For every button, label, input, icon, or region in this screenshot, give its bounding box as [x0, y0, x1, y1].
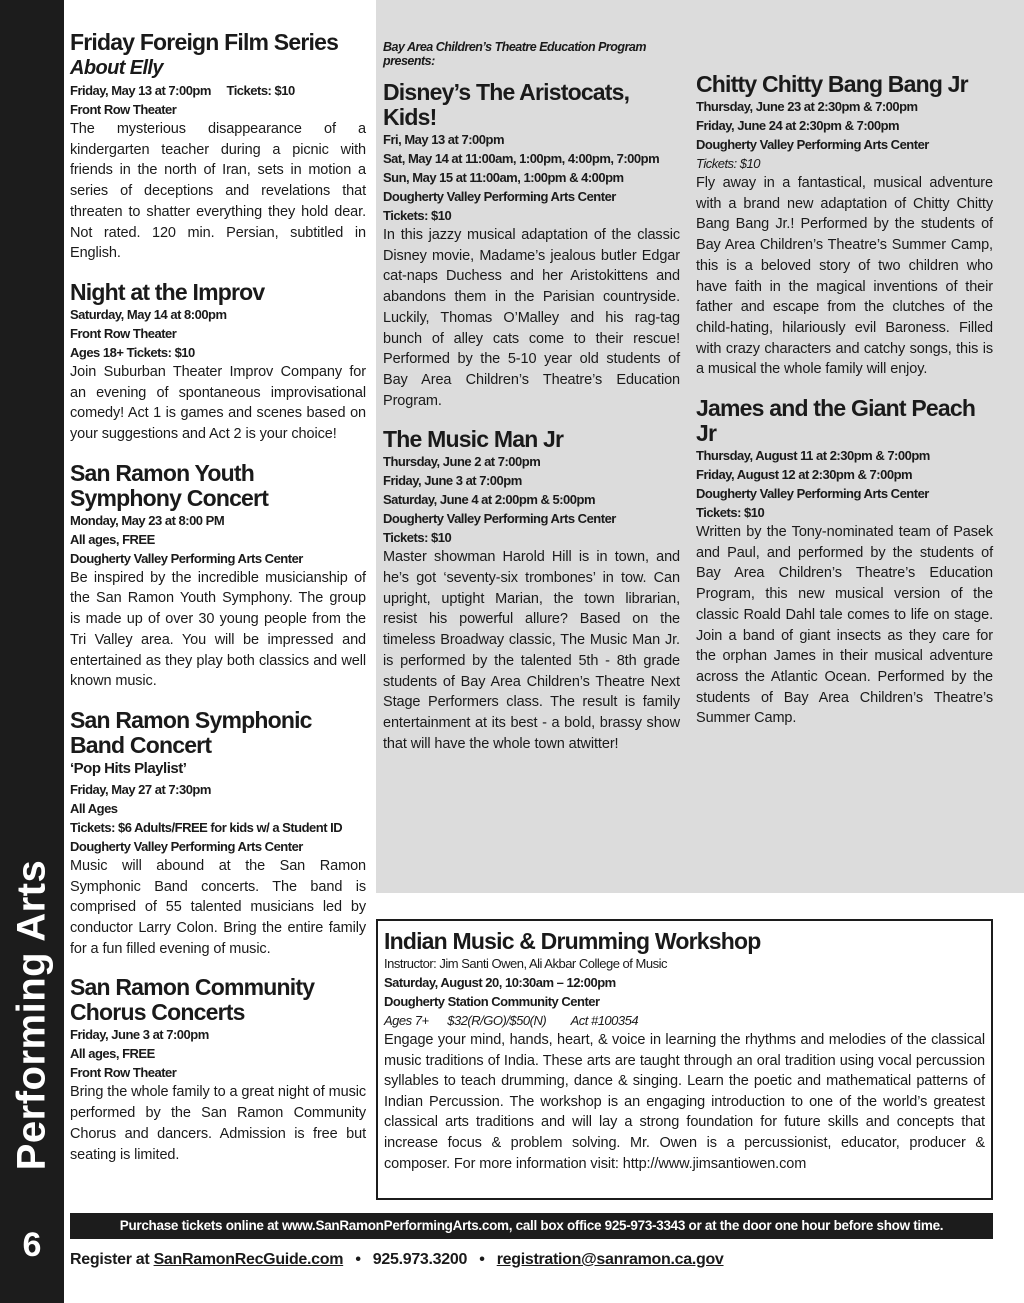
event-description: The mysterious disappearance of a kindergarten teacher during a picnic with friends in the north of Iran, sets in motion a series of deceptions and revelations that threaten to shatter everything they hold dear. Not rated. 120 min. Persian, subtitled in English.: [70, 121, 366, 262]
event-meta: Thursday, August 11 at 2:30pm & 7:00pm: [696, 448, 930, 464]
event-description: Be inspired by the incredible musicianship of the San Ramon Youth Symphony. The group is made up of over 30 young people from the Tri Valley area. You will be impressed and entertained as they play both classics and well known music.: [70, 569, 366, 690]
event-meta: Dougherty Valley Performing Arts Center: [383, 511, 616, 527]
event-meta: Tickets: $6 Adults/FREE for kids w/ a Student ID: [70, 819, 343, 835]
event-about-elly: [70, 55, 366, 264]
workshop-title: Indian Music & Drumming Workshop: [384, 928, 761, 954]
event-title: Disney’s The Aristocats, Kids!: [383, 79, 630, 130]
event-meta: Dougherty Valley Performing Arts Center: [70, 838, 303, 854]
event-description: In this jazzy musical adaptation of the classic Disney movie, Madame’s jealous butler Edgar cat-naps Duchess and her Aristokittens and abandons them in the Parisian countryside. Luckily, Thomas O’Malley and his rag-tag bunch of alley cats come to their rescue! Performed by the 5-10 year old students of Bay Area Children’s Theatre’s Education Program.: [383, 227, 680, 409]
event-meta: Front Row Theater: [70, 1065, 177, 1081]
event-meta: Front Row Theater: [70, 325, 177, 341]
workshop-instructor: Instructor: Jim Santi Owen, Ali Akbar College of Music: [384, 956, 667, 971]
event-meta: Front Row Theater: [70, 102, 177, 117]
event-meta: Tickets: $10: [383, 530, 452, 546]
workshop-location: Dougherty Station Community Center: [384, 994, 600, 1009]
footer: [70, 1251, 724, 1269]
workshop-date: Saturday, August 20, 10:30am – 12:00pm: [384, 975, 616, 990]
footer-prefix: Register at: [70, 1251, 150, 1268]
event-title: The Music Man Jr: [383, 426, 564, 453]
workshop-description: Engage your mind, hands, heart, & voice in learning the rhythms and melodies of the classical music traditions of India. These arts are taught through an oral tradition using vocal percussion syllables to teach drumming, dance & singing. Learn the poetic and mathematical patterns of Indian Percussion. The workshop is an engaging introduction to one of the world’s greatest classical arts traditions and will lay a strong foundation for future skills and concepts that increase focus & problem solving. Mr. Owen is a percussionist, educator, producer & composer. For more information visit: http://www.jimsantiowen.com: [384, 1032, 985, 1172]
event-title: San Ramon Community Chorus Concerts: [70, 974, 315, 1026]
event-james-giant-peach: [696, 396, 993, 729]
event-title: Night at the Improv: [70, 278, 265, 305]
event-meta: Thursday, June 23 at 2:30pm & 7:00pm: [696, 99, 918, 114]
workshop-box: [376, 919, 993, 1200]
event-meta: Dougherty Valley Performing Arts Center: [383, 189, 616, 204]
purchase-tickets-bar: Purchase tickets online at www.SanRamonPerformingArts.com, call box office 925-973-3343 or at the door one hour before show time.: [70, 1213, 993, 1239]
event-aristocats: [383, 80, 680, 411]
event-tagline: ‘Pop Hits Playlist’: [70, 759, 187, 777]
event-meta: All Ages: [70, 800, 118, 816]
event-description: Written by the Tony-nominated team of Pasek and Paul, and performed by the students of Bay Area Children’s Theatre’s Education Program, this new musical version of the classic Roald Dahl tale comes to life on stage. Join a band of giant insects as they care for the orphan James in their musical adventure across the Atlantic Ocean. Performed by the students of Bay Area Children’s Theatre’s Summer Camp.: [696, 524, 993, 727]
footer-separator: •: [479, 1251, 485, 1268]
event-chitty-chitty-bang-bang: [696, 72, 993, 380]
event-symphonic-band: [70, 708, 366, 960]
event-meta: Sat, May 14 at 11:00am, 1:00pm, 4:00pm, 7:00pm: [383, 151, 660, 166]
event-title: James and the Giant Peach Jr: [696, 395, 976, 447]
event-title: San Ramon Youth Symphony Concert: [70, 459, 269, 511]
event-meta: All ages, FREE: [70, 531, 155, 547]
event-meta: Tickets: $10: [696, 505, 765, 521]
event-meta: Friday, May 13 at 7:00pm Tickets: $10: [70, 83, 295, 98]
left-column: [70, 30, 366, 1181]
banner-spacer: [696, 40, 993, 72]
event-subtitle: About Elly: [70, 57, 163, 79]
event-music-man: [383, 427, 680, 754]
right-column: [696, 40, 993, 745]
event-meta: Dougherty Valley Performing Arts Center: [696, 137, 929, 152]
event-meta: Saturday, May 14 at 8:00pm: [70, 306, 227, 322]
event-meta: Sun, May 15 at 11:00am, 1:00pm & 4:00pm: [383, 170, 624, 185]
event-description: Music will abound at the San Ramon Symphonic Band concerts. The band is comprised of 55 talented musicians led by conductor Larry Colon. Bring the entire family for a fun filled evening of music.: [70, 857, 366, 957]
page-number: 6: [22, 1226, 42, 1264]
event-meta: Ages 18+ Tickets: $10: [70, 344, 195, 360]
film-series-title: Friday Foreign Film Series: [70, 29, 339, 55]
event-meta: Dougherty Valley Performing Arts Center: [70, 550, 303, 566]
event-meta: Tickets: $10: [383, 208, 452, 223]
event-meta: Friday, August 12 at 2:30pm & 7:00pm: [696, 467, 913, 483]
event-meta: Friday, June 24 at 2:30pm & 7:00pm: [696, 118, 900, 133]
middle-column: [383, 40, 680, 770]
event-meta: Monday, May 23 at 8:00 PM: [70, 512, 225, 528]
event-description: Master showman Harold Hill is in town, and he’s got ‘seventy-six trombones’ in tow. Can upright, uptight Marian, the town librarian, resist his powerful allure? Based on the timeless Broadway classic, The Music Man Jr. is performed by the talented 5th - 8th grade students of Bay Area Children’s Theatre Next Stage Performers class. The result is family entertainment at its best - a bold, brassy show that will have the whole town atwitter!: [383, 549, 680, 752]
footer-website-link[interactable]: SanRamonRecGuide.com: [153, 1251, 344, 1268]
workshop-details: Ages 7+ $32(R/GO)/$50(N) Act #100354: [384, 1013, 639, 1028]
event-title: Chitty Chitty Bang Bang Jr: [696, 71, 968, 97]
event-title: San Ramon Symphonic Band Concert: [70, 706, 312, 758]
footer-email-link[interactable]: registration@sanramon.ca.gov: [496, 1251, 724, 1268]
event-description: Join Suburban Theater Improv Company for an evening of spontaneous improvisational comedy! Act 1 is games and scenes based on your suggestions and Act 2 is your choice!: [70, 363, 366, 443]
event-meta: Friday, May 27 at 7:30pm: [70, 781, 211, 797]
footer-phone: 925.973.3200: [372, 1251, 468, 1268]
section-title: Performing Arts: [9, 859, 54, 1171]
event-meta: Fri, May 13 at 7:00pm: [383, 132, 504, 147]
event-meta: Thursday, June 2 at 7:00pm: [383, 454, 541, 470]
event-meta: Dougherty Valley Performing Arts Center: [696, 486, 929, 502]
event-tickets: Tickets: $10: [696, 156, 760, 171]
event-meta: Friday, June 3 at 7:00pm: [383, 473, 522, 489]
event-meta: Friday, June 3 at 7:00pm: [70, 1027, 209, 1043]
event-community-chorus: [70, 975, 366, 1165]
footer-separator: •: [355, 1251, 361, 1268]
event-night-at-the-improv: [70, 280, 366, 445]
event-meta: All ages, FREE: [70, 1046, 155, 1062]
event-youth-symphony: [70, 461, 366, 692]
sidebar: [0, 0, 64, 1303]
event-meta: Saturday, June 4 at 2:00pm & 5:00pm: [383, 492, 596, 508]
event-description: Bring the whole family to a great night of music performed by the San Ramon Community Chorus and dancers. Admission is free but seating is limited.: [70, 1084, 366, 1163]
event-description: Fly away in a fantastical, musical adventure with a brand new adaptation of Chitty Chitty Bang Bang Jr.! Performed by the students of Bay Area Children’s Theatre’s Summer Camp, this is a beloved story of two children who have faith in the magical inventions of their father and escape from the clutches of the child-hating, hilariously evil Baroness. Filled with crazy characters and catchy songs, this is a musical the whole family will enjoy.: [696, 175, 993, 378]
theatre-program-banner: Bay Area Children’s Theatre Education Program presents:: [383, 40, 646, 68]
